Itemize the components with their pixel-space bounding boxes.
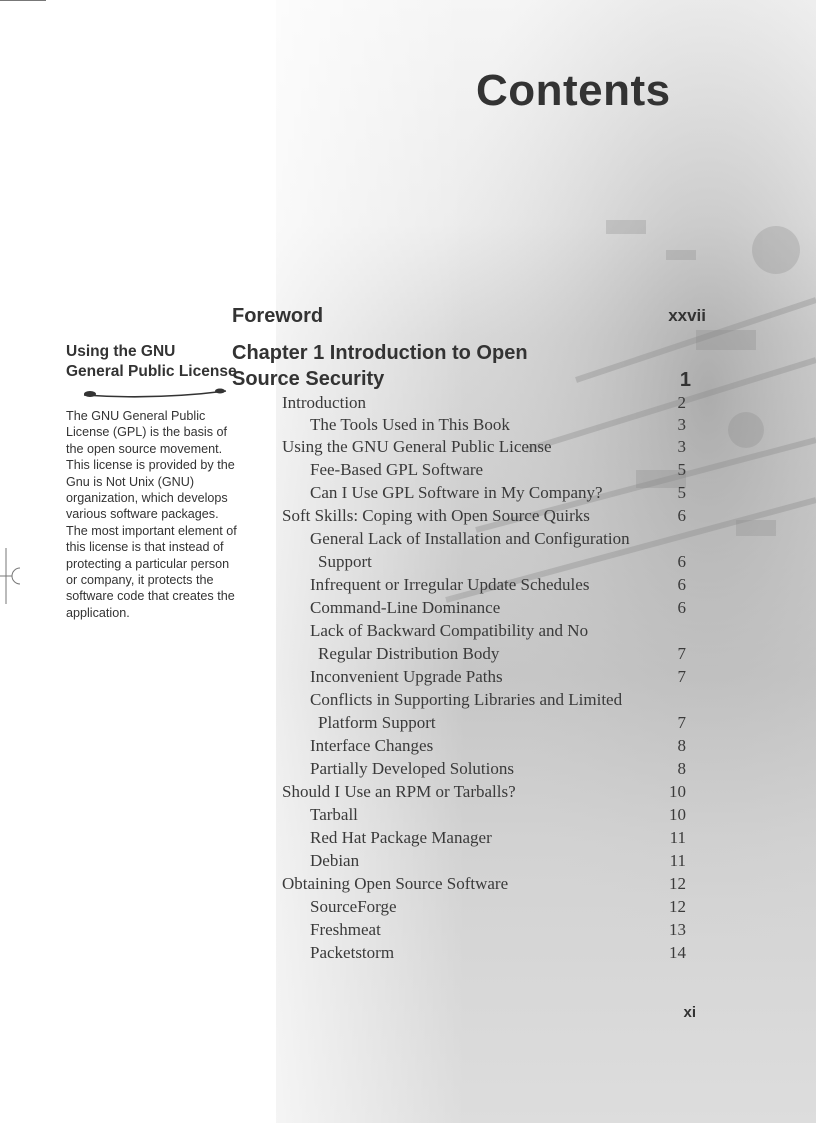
chapter-title-line2[interactable]: Source Security — [232, 368, 385, 390]
toc-entry-obtaining[interactable]: Obtaining Open Source Software — [282, 874, 509, 893]
toc-entry-introduction[interactable]: Introduction — [282, 393, 367, 412]
crop-mark-icon — [0, 548, 22, 604]
toc-page: 13 — [669, 920, 686, 939]
toc-entry-fee-based[interactable]: Fee-Based GPL Software — [310, 460, 484, 479]
toc-page: 14 — [669, 943, 686, 962]
foreword-page: xxvii — [668, 306, 706, 325]
toc-entry-rpm-tarballs[interactable]: Should I Use an RPM or Tarballs? — [282, 782, 516, 801]
page-title: Contents — [476, 66, 671, 115]
toc-entry-partially[interactable]: Partially Developed Solutions — [310, 759, 514, 778]
sidebar-title-line1: Using the GNU — [66, 343, 176, 360]
toc-entry-distribution[interactable]: Regular Distribution Body — [318, 644, 500, 663]
sidebar-title-line2: General Public License — [66, 363, 237, 380]
chapter-page: 1 — [679, 369, 691, 391]
toc-entry-sourceforge[interactable]: SourceForge — [310, 897, 397, 916]
toc-entry-support[interactable]: Support — [318, 552, 372, 571]
toc-page: 3 — [677, 415, 686, 434]
toc-page: 10 — [669, 805, 686, 824]
toc-page: 11 — [669, 851, 686, 870]
toc-entry-command-line[interactable]: Command-Line Dominance — [310, 598, 501, 617]
toc-entry-freshmeat[interactable]: Freshmeat — [310, 920, 381, 939]
toc-entry-redhat[interactable]: Red Hat Package Manager — [310, 828, 492, 847]
toc-page: 11 — [669, 828, 686, 847]
toc-page: 6 — [677, 575, 686, 594]
gnu-swoosh-icon — [80, 386, 230, 402]
toc-page: 8 — [677, 759, 686, 778]
toc-page: 12 — [669, 897, 686, 916]
toc-entry-gpl-company[interactable]: Can I Use GPL Software in My Company? — [310, 483, 603, 502]
sidebar-note — [66, 342, 238, 621]
toc-entry-tools[interactable]: The Tools Used in This Book — [310, 415, 510, 434]
toc-page: 6 — [677, 598, 686, 617]
toc-page: 7 — [677, 644, 686, 663]
foreword-label[interactable]: Foreword — [232, 305, 324, 327]
toc-entry-lack-install[interactable]: General Lack of Installation and Configuration — [310, 529, 630, 548]
toc-page: 6 — [677, 552, 686, 571]
toc-page: 6 — [677, 506, 686, 525]
toc-entry-packetstorm[interactable]: Packetstorm — [310, 943, 395, 962]
toc-page: 12 — [669, 874, 686, 893]
toc-entry-conflicts[interactable]: Conflicts in Supporting Libraries and Limited — [310, 690, 623, 709]
toc-page: 10 — [669, 782, 686, 801]
toc-page: 2 — [677, 393, 686, 412]
toc-entry-soft-skills[interactable]: Soft Skills: Coping with Open Source Quirks — [282, 506, 590, 525]
toc-entry-gnu-license[interactable]: Using the GNU General Public License — [282, 437, 552, 456]
toc-entry-backward[interactable]: Lack of Backward Compatibility and No — [310, 621, 589, 640]
toc-entry-tarball[interactable]: Tarball — [310, 805, 358, 824]
toc-entry-debian[interactable]: Debian — [310, 851, 360, 870]
toc-page: 5 — [677, 483, 686, 502]
corner-crop-line — [0, 0, 46, 1]
toc-page: 3 — [677, 437, 686, 456]
page-number: xi — [683, 1004, 696, 1021]
toc-page: 7 — [677, 713, 686, 732]
toc-page: 5 — [677, 460, 686, 479]
toc-entry-interface[interactable]: Interface Changes — [310, 736, 434, 755]
toc-entry-platform[interactable]: Platform Support — [318, 713, 436, 732]
toc-page: 7 — [677, 667, 686, 686]
toc-entry-infrequent[interactable]: Infrequent or Irregular Update Schedules — [310, 575, 590, 594]
toc-page: 8 — [677, 736, 686, 755]
chapter-title-line1[interactable]: Chapter 1 Introduction to Open — [232, 342, 528, 364]
toc-entry-upgrade[interactable]: Inconvenient Upgrade Paths — [310, 667, 503, 686]
sidebar-body: The GNU General Public License (GPL) is the basis of the open source movement. This license is provided by the Gnu is Not Unix (GNU) organization, which develops various software packages. The most important element of this license is that instead of protecting a particular person or company, it protects the software code that creates the application. — [66, 409, 237, 620]
